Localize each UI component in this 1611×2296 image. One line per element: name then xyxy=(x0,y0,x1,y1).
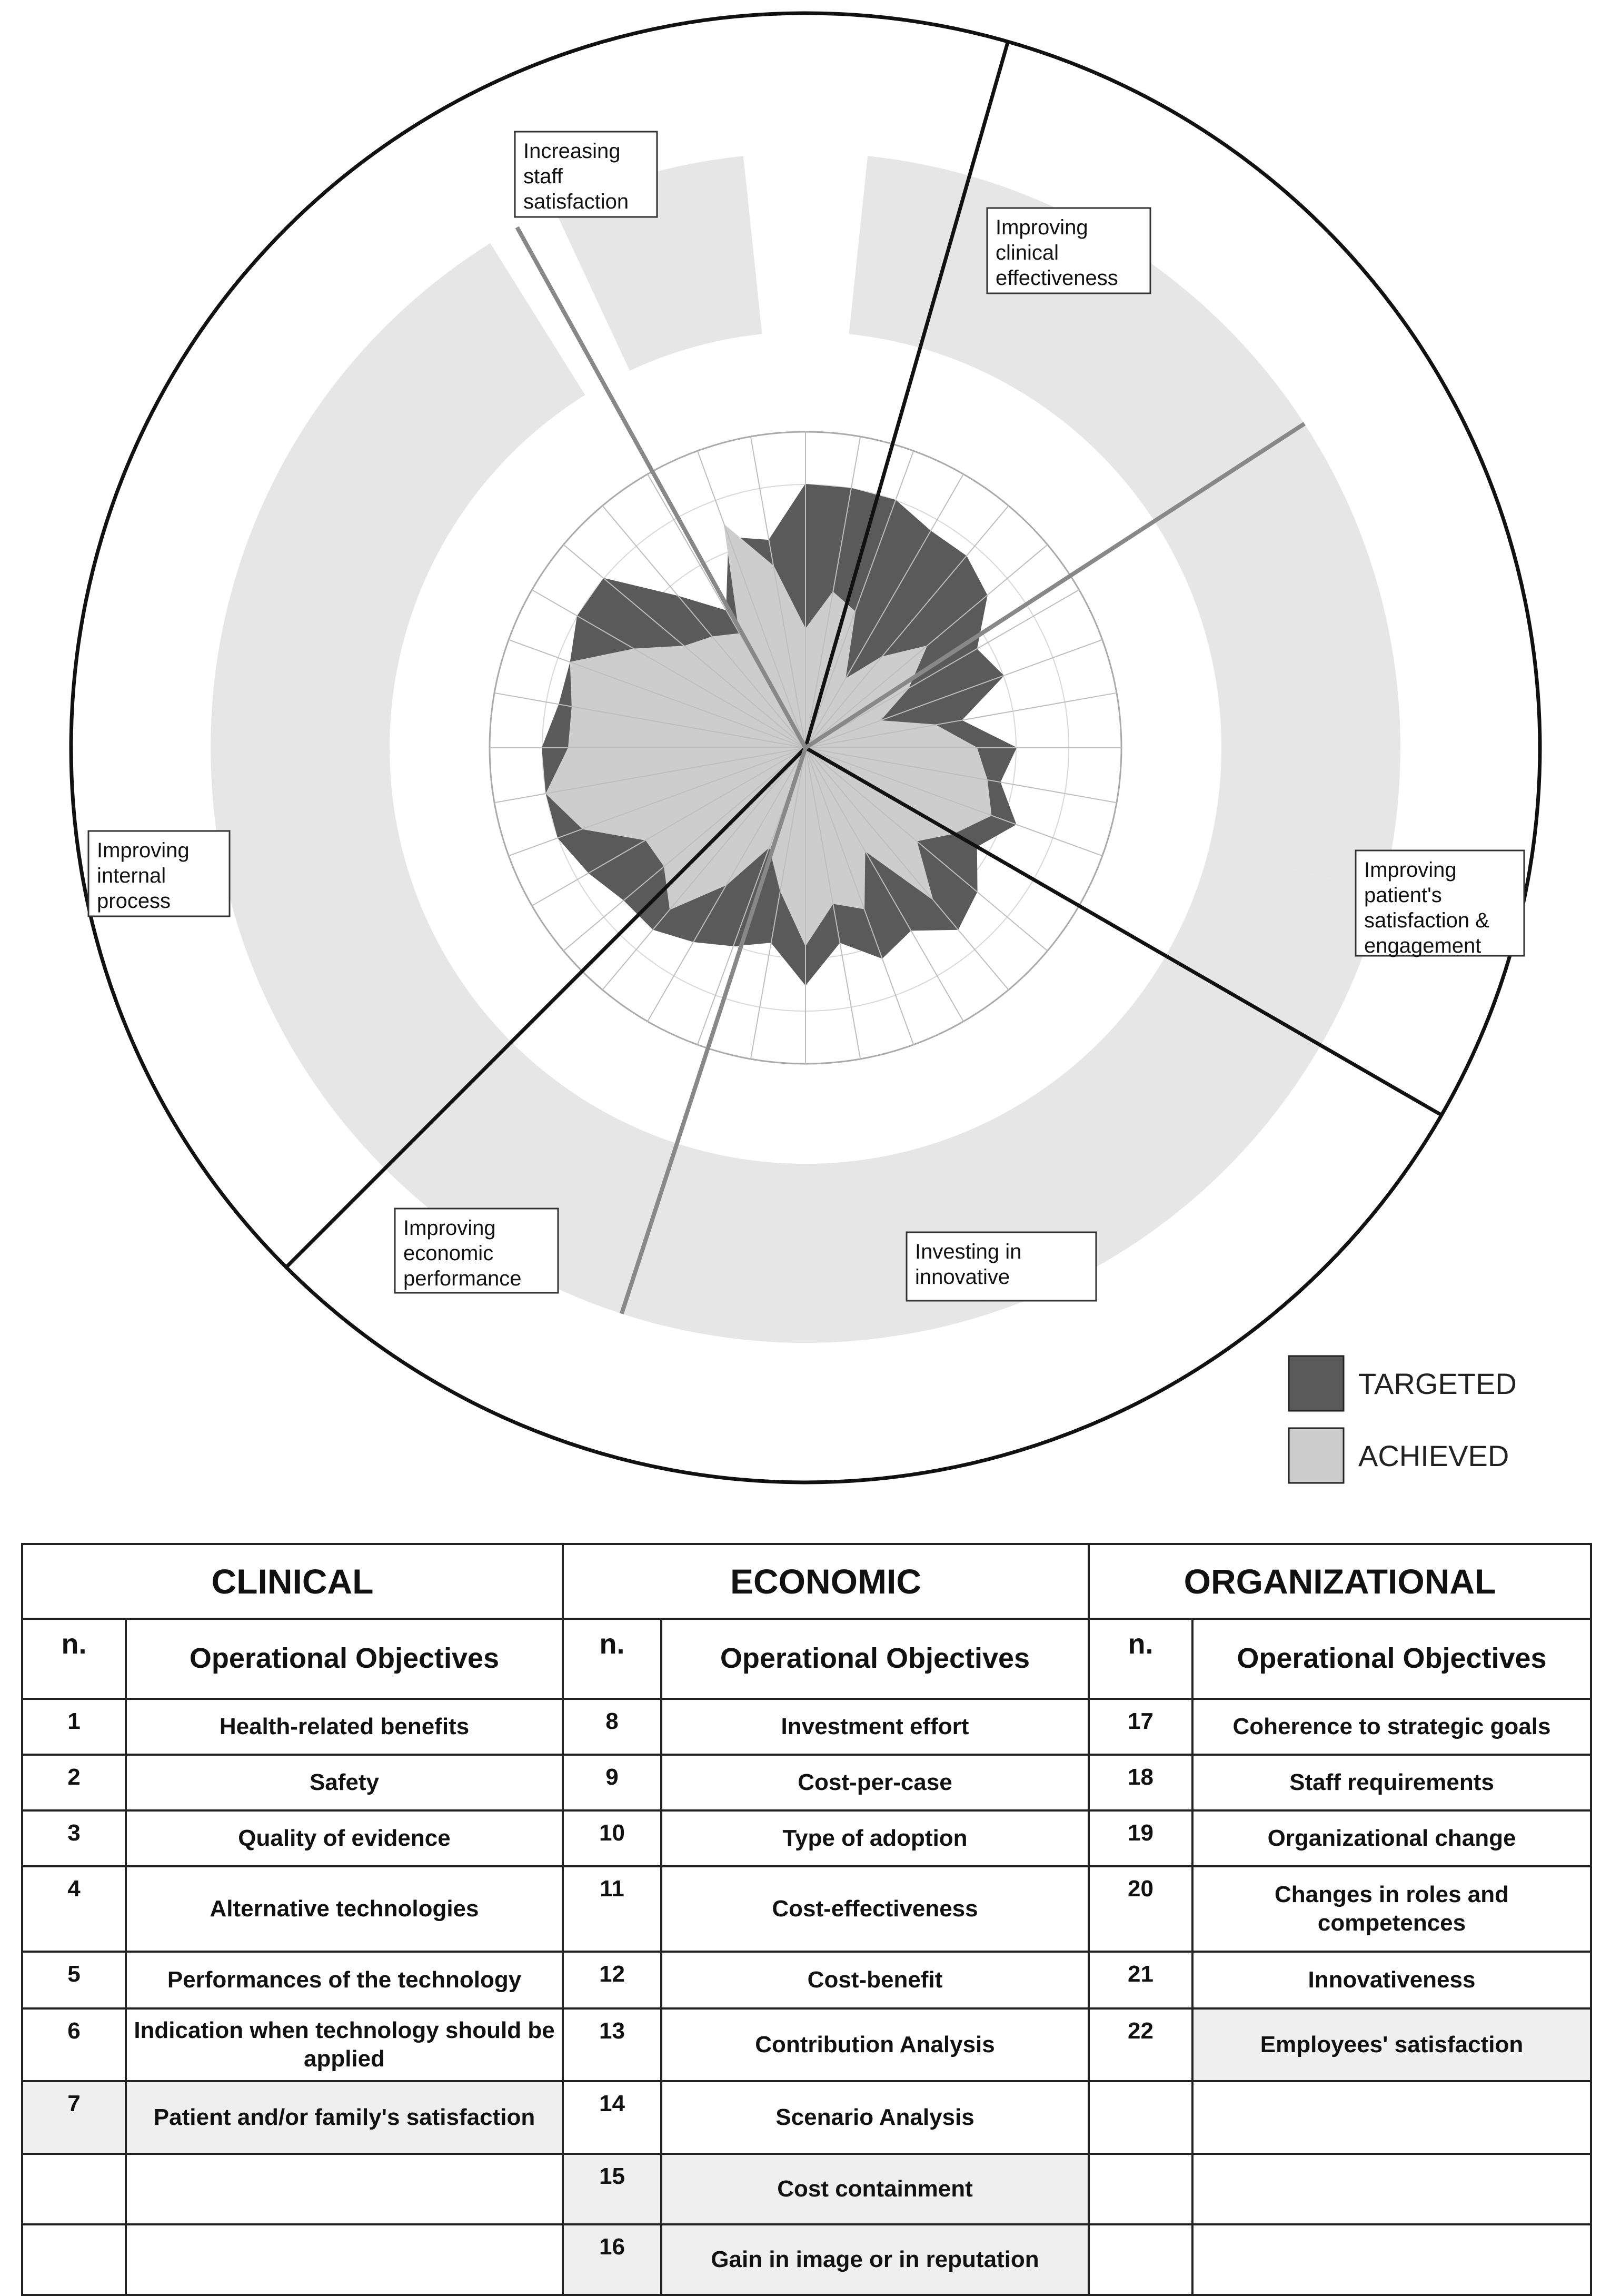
table-cell-n: 5 xyxy=(22,1952,126,2008)
table-header-n: n. xyxy=(563,1619,661,1699)
table-cell-objective: Alternative technologies xyxy=(126,1866,563,1952)
table-cell-objective: Cost containment xyxy=(661,2154,1089,2224)
table-row xyxy=(22,2081,1591,2154)
table-cell-objective xyxy=(1192,2224,1591,2295)
table-row xyxy=(22,1755,1591,1810)
table-cell-objective: Staff requirements xyxy=(1192,1755,1591,1810)
table-cell-objective: Innovativeness xyxy=(1192,1952,1591,2008)
table-row xyxy=(22,2224,1591,2295)
box-patient-satisfaction xyxy=(1356,850,1524,957)
table-cell-n: 21 xyxy=(1089,1952,1192,2008)
table-cell-objective: Health-related benefits xyxy=(126,1699,563,1755)
table-cell-n: 6 xyxy=(22,2008,126,2081)
table-cell-objective: Cost-benefit xyxy=(661,1952,1089,2008)
table-cell-n: 9 xyxy=(563,1755,661,1810)
table-header-n: n. xyxy=(1089,1619,1192,1699)
table-cell-n: 20 xyxy=(1089,1866,1192,1952)
table-cell-objective: Type of adoption xyxy=(661,1810,1089,1866)
legend-label-achieved: ACHIEVED xyxy=(1358,1439,1509,1472)
table-cell-objective: Contribution Analysis xyxy=(661,2008,1089,2081)
legend-swatch-targeted xyxy=(1289,1356,1344,1411)
box-economic-performance-line: performance xyxy=(403,1267,522,1290)
box-patient-satisfaction-line: patient's xyxy=(1364,884,1442,907)
box-clinical-effectiveness xyxy=(987,208,1150,293)
table-cell-objective: Cost-per-case xyxy=(661,1755,1089,1810)
table-cell-n xyxy=(22,2154,126,2224)
domain-arc-arcEcon xyxy=(545,1392,1066,1443)
table-header-objectives: Operational Objectives xyxy=(1192,1619,1591,1699)
table-cell-objective: Employees' satisfaction xyxy=(1192,2008,1591,2081)
table-cell-n: 10 xyxy=(563,1810,661,1866)
table-cell-n: 22 xyxy=(1089,2008,1192,2081)
box-staff-satisfaction-line: satisfaction xyxy=(523,190,629,213)
table-cell-n xyxy=(1089,2081,1192,2154)
table-cell-objective: Scenario Analysis xyxy=(661,2081,1089,2154)
table-cell-n: 19 xyxy=(1089,1810,1192,1866)
table-cell-n: 17 xyxy=(1089,1699,1192,1755)
table-cell-objective: Patient and/or family's satisfaction xyxy=(126,2081,563,2154)
table-cell-n: 18 xyxy=(1089,1755,1192,1810)
table-header-objectives: Operational Objectives xyxy=(661,1619,1089,1699)
box-innovative-hts-line: Investing in xyxy=(915,1240,1022,1263)
box-patient-satisfaction-line: Improving xyxy=(1364,858,1457,882)
table-row xyxy=(22,1699,1591,1755)
legend xyxy=(1289,1356,1517,1483)
table-domain-row xyxy=(22,1544,1591,1619)
table-cell-n: 14 xyxy=(563,2081,661,2154)
box-economic-performance-line: Improving xyxy=(403,1216,496,1240)
box-patient-satisfaction-line: engagement xyxy=(1364,934,1481,957)
box-internal-process-line: Improving xyxy=(97,839,190,862)
box-clinical-effectiveness-line: clinical xyxy=(996,241,1059,264)
table-cell-objective: Gain in image or in reputation xyxy=(661,2224,1089,2295)
table-cell-n: 4 xyxy=(22,1866,126,1952)
table-cell-n: 15 xyxy=(563,2154,661,2224)
table-cell-n xyxy=(1089,2224,1192,2295)
operational-objectives-table xyxy=(21,1543,1592,2296)
table-row xyxy=(22,1810,1591,1866)
table-cell-n: 1 xyxy=(22,1699,126,1755)
table-cell-objective xyxy=(126,2154,563,2224)
table-row xyxy=(22,1866,1591,1952)
table-header-objectives: Operational Objectives xyxy=(126,1619,563,1699)
box-clinical-effectiveness-line: Improving xyxy=(996,216,1088,239)
box-staff-satisfaction-line: staff xyxy=(523,165,563,188)
box-clinical-effectiveness-line: effectiveness xyxy=(996,266,1118,290)
table-cell-objective xyxy=(1192,2081,1591,2154)
table-domain-organizational: ORGANIZATIONAL xyxy=(1089,1544,1591,1619)
box-economic-performance xyxy=(395,1209,558,1293)
table-header-n: n. xyxy=(22,1619,126,1699)
box-staff-satisfaction-line: Increasing xyxy=(523,140,621,163)
box-staff-satisfaction xyxy=(515,132,657,217)
table-domain-clinical: CLINICAL xyxy=(22,1544,563,1619)
table-cell-n: 8 xyxy=(563,1699,661,1755)
table-cell-objective xyxy=(1192,2154,1591,2224)
table-cell-n: 7 xyxy=(22,2081,126,2154)
table-cell-objective: Performances of the technology xyxy=(126,1952,563,2008)
legend-label-targeted: TARGETED xyxy=(1358,1367,1517,1400)
table-cell-n xyxy=(22,2224,126,2295)
table-cell-objective: Changes in roles and competences xyxy=(1192,1866,1591,1952)
table-cell-objective: Cost-effectiveness xyxy=(661,1866,1089,1952)
box-innovative-hts xyxy=(907,1232,1096,1301)
table-cell-objective xyxy=(126,2224,563,2295)
table-cell-n xyxy=(1089,2154,1192,2224)
table-row xyxy=(22,2154,1591,2224)
table-cell-objective: Organizational change xyxy=(1192,1810,1591,1866)
table-row xyxy=(22,1952,1591,2008)
table-cell-objective: Coherence to strategic goals xyxy=(1192,1699,1591,1755)
box-patient-satisfaction-line: satisfaction & xyxy=(1364,909,1489,932)
table-cell-n: 13 xyxy=(563,2008,661,2081)
box-internal-process xyxy=(88,831,230,916)
table-domain-economic: ECONOMIC xyxy=(563,1544,1089,1619)
box-internal-process-line: internal xyxy=(97,864,166,887)
legend-swatch-achieved xyxy=(1289,1428,1344,1483)
table-cell-objective: Indication when technology should be applied xyxy=(126,2008,563,2081)
box-economic-performance-line: economic xyxy=(403,1242,494,1265)
box-innovative-hts-line: innovative xyxy=(915,1265,1010,1289)
table-header-row xyxy=(22,1619,1591,1699)
table-cell-objective: Investment effort xyxy=(661,1699,1089,1755)
table-cell-n: 16 xyxy=(563,2224,661,2295)
table-cell-objective: Quality of evidence xyxy=(126,1810,563,1866)
table-cell-n: 11 xyxy=(563,1866,661,1952)
table-cell-n: 12 xyxy=(563,1952,661,2008)
box-internal-process-line: process xyxy=(97,889,171,913)
table-cell-n: 2 xyxy=(22,1755,126,1810)
table-row xyxy=(22,2008,1591,2081)
table-cell-n: 3 xyxy=(22,1810,126,1866)
table-cell-objective: Safety xyxy=(126,1755,563,1810)
